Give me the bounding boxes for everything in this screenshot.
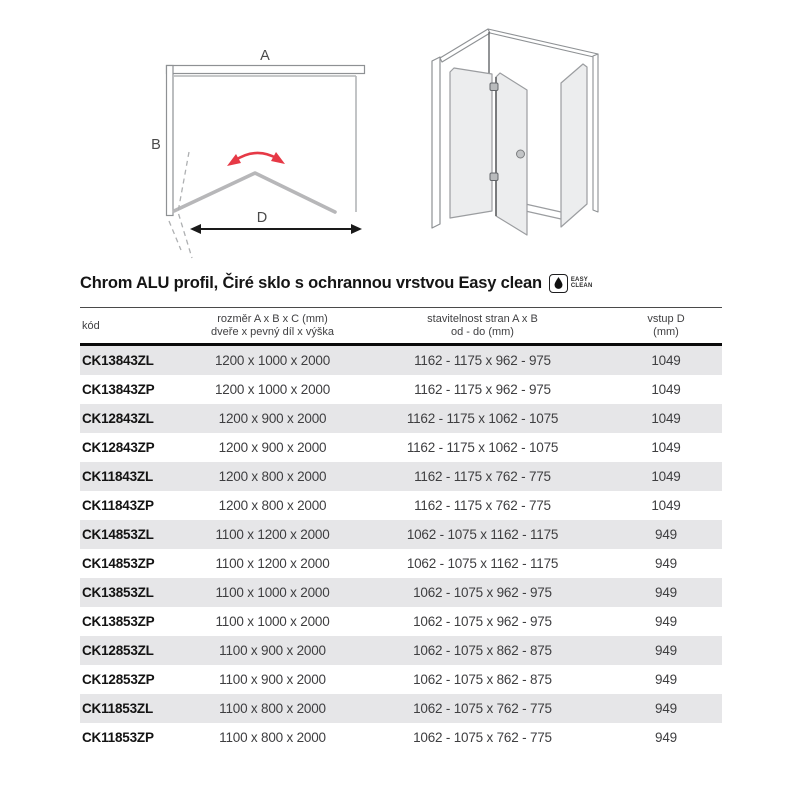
cell-vstup: 949 (655, 701, 677, 716)
table-row (80, 578, 722, 607)
cell-rozmer: 1100 x 1000 x 2000 (215, 614, 330, 629)
table-body (80, 346, 722, 752)
table-row (80, 636, 722, 665)
door-knob-icon (517, 150, 525, 158)
top-wall-profile (167, 66, 365, 74)
door-swing-dashed-line-2 (169, 221, 181, 250)
cell-vstup: 949 (655, 643, 677, 658)
cell-rozmer: 1100 x 1200 x 2000 (215, 556, 330, 571)
table-row (80, 433, 722, 462)
cell-rozmer: 1200 x 800 x 2000 (218, 498, 327, 513)
table-row (80, 375, 722, 404)
product-diagrams (0, 0, 800, 268)
dimension-b-label: B (151, 137, 161, 153)
table-row (80, 694, 722, 723)
cell-kod: CK13853ZP (82, 614, 155, 629)
cell-vstup: 1049 (651, 411, 681, 426)
cell-vstup: 949 (655, 672, 677, 687)
side-wall-profile (167, 66, 174, 216)
easy-clean-label: EASY CLEAN (570, 276, 593, 289)
cell-kod: CK12843ZL (82, 411, 154, 426)
page-title: Chrom ALU profil, Čiré sklo s ochrannou vrstvou Easy clean (80, 273, 542, 292)
cell-kod: CK12853ZP (82, 672, 155, 687)
cell-stavitelnost: 1062 - 1075 x 862 - 875 (413, 672, 552, 687)
right-wall-3d (593, 54, 598, 212)
cell-stavitelnost: 1062 - 1075 x 1162 - 1175 (406, 527, 559, 542)
easy-clean-badge (549, 274, 593, 293)
cell-rozmer: 1100 x 1200 x 2000 (215, 527, 330, 542)
cell-rozmer: 1200 x 900 x 2000 (218, 411, 327, 426)
cell-vstup: 1049 (651, 469, 681, 484)
cell-stavitelnost: 1162 - 1175 x 962 - 975 (414, 382, 551, 397)
header-vstup: vstup D (mm) (647, 313, 685, 338)
cell-stavitelnost: 1162 - 1175 x 962 - 975 (414, 353, 551, 368)
header-stavitelnost: stavitelnost stran A x B od - do (mm) (427, 313, 538, 338)
swing-arrow-icon (227, 152, 285, 166)
cell-stavitelnost: 1162 - 1175 x 762 - 775 (414, 469, 551, 484)
cell-vstup: 949 (655, 556, 677, 571)
right-glass-panel (561, 64, 587, 227)
cell-rozmer: 1100 x 800 x 2000 (219, 730, 326, 745)
cell-kod: CK11853ZP (82, 730, 154, 745)
header-rozmer: rozměr A x B x C (mm) dveře x pevný díl x výška (211, 313, 334, 338)
top-rail-right-3d (488, 29, 598, 58)
folding-door-lines (174, 173, 335, 212)
cell-stavitelnost: 1162 - 1175 x 1062 - 1075 (406, 411, 559, 426)
cell-stavitelnost: 1162 - 1175 x 1062 - 1075 (406, 440, 559, 455)
perspective-3d-diagram (432, 29, 598, 235)
table-row (80, 462, 722, 491)
cell-kod: CK14853ZP (82, 556, 155, 571)
cell-rozmer: 1200 x 1000 x 2000 (215, 382, 330, 397)
cell-rozmer: 1200 x 800 x 2000 (218, 469, 327, 484)
cell-kod: CK13843ZP (82, 382, 155, 397)
cell-stavitelnost: 1062 - 1075 x 762 - 775 (413, 701, 552, 716)
cell-stavitelnost: 1062 - 1075 x 962 - 975 (413, 585, 552, 600)
table-row (80, 346, 722, 375)
cell-stavitelnost: 1062 - 1075 x 962 - 975 (413, 614, 552, 629)
cell-vstup: 949 (655, 730, 677, 745)
table-row (80, 549, 722, 578)
table-row (80, 723, 722, 752)
cell-rozmer: 1200 x 1000 x 2000 (215, 353, 330, 368)
cell-rozmer: 1100 x 1000 x 2000 (215, 585, 330, 600)
cell-vstup: 1049 (651, 498, 681, 513)
cell-stavitelnost: 1062 - 1075 x 762 - 775 (413, 730, 552, 745)
cell-kod: CK14853ZL (82, 527, 154, 542)
cell-vstup: 1049 (651, 353, 681, 368)
hinge-top-icon (490, 83, 498, 91)
cell-stavitelnost: 1162 - 1175 x 762 - 775 (414, 498, 551, 513)
dimension-a-label: A (260, 48, 270, 64)
left-glass-panel (450, 68, 492, 218)
plan-view-diagram (151, 48, 364, 258)
hinge-bottom-icon (490, 173, 498, 181)
table-row (80, 665, 722, 694)
cell-kod: CK12853ZL (82, 643, 154, 658)
cell-rozmer: 1100 x 900 x 2000 (219, 643, 326, 658)
table-row (80, 491, 722, 520)
cell-rozmer: 1100 x 800 x 2000 (219, 701, 326, 716)
cell-kod: CK13853ZL (82, 585, 154, 600)
cell-vstup: 1049 (651, 382, 681, 397)
cell-kod: CK11853ZL (82, 701, 153, 716)
cell-vstup: 949 (655, 614, 677, 629)
cell-kod: CK12843ZP (82, 440, 155, 455)
cell-kod: CK11843ZP (82, 498, 154, 513)
cell-vstup: 949 (655, 585, 677, 600)
cell-vstup: 949 (655, 527, 677, 542)
cell-rozmer: 1200 x 900 x 2000 (218, 440, 327, 455)
table-row (80, 607, 722, 636)
dimension-d-label: D (256, 210, 268, 226)
cell-stavitelnost: 1062 - 1075 x 1162 - 1175 (406, 556, 559, 571)
cell-rozmer: 1100 x 900 x 2000 (219, 672, 326, 687)
cell-stavitelnost: 1062 - 1075 x 862 - 875 (413, 643, 552, 658)
cell-kod: CK13843ZL (82, 353, 154, 368)
top-rail-left-3d (440, 29, 490, 62)
droplet-icon (549, 274, 568, 293)
title-row (80, 271, 593, 295)
left-wall-3d (432, 57, 440, 228)
cell-kod: CK11843ZL (82, 469, 153, 484)
table-row (80, 520, 722, 549)
cell-vstup: 1049 (651, 440, 681, 455)
table-row (80, 404, 722, 433)
dimension-d-arrow (190, 224, 362, 234)
table-header (80, 307, 722, 346)
header-kod: kód (82, 319, 100, 332)
spec-table (80, 307, 722, 752)
